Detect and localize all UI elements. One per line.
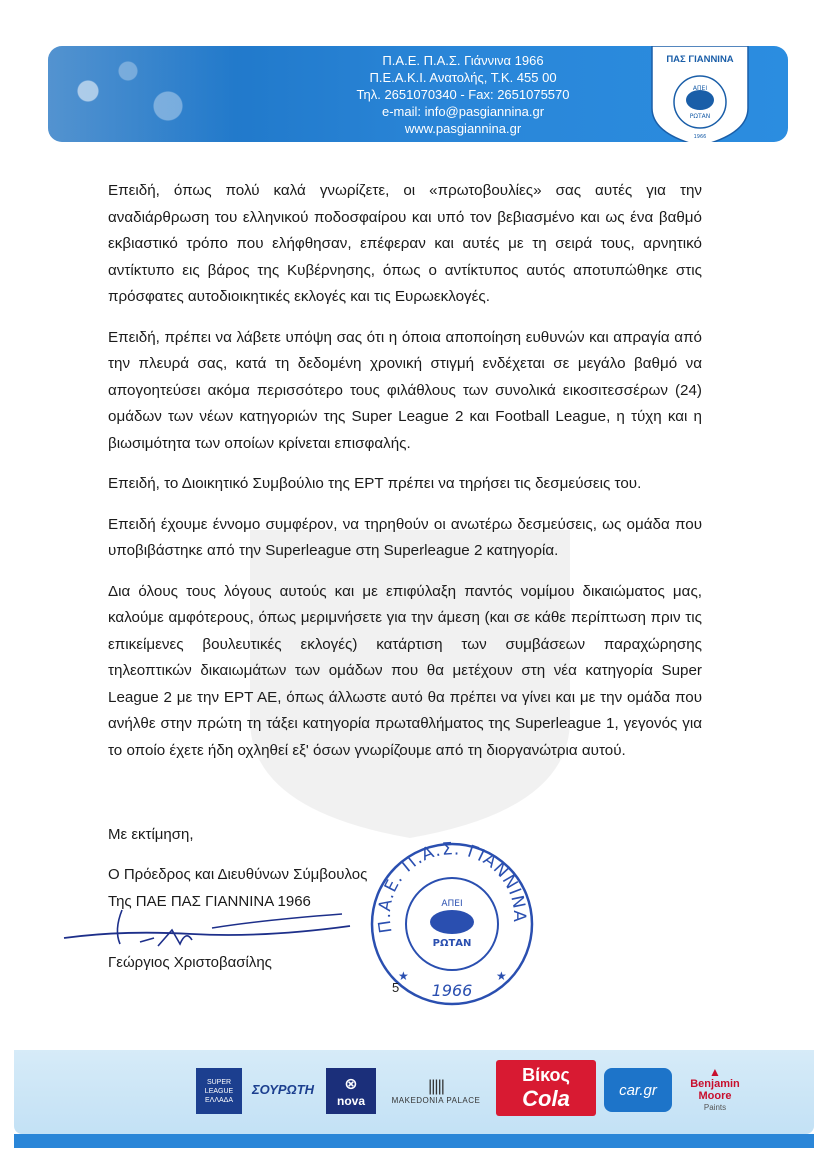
letter-body (108, 178, 702, 778)
paragraph: Επειδή, πρέπει να λάβετε υπόψη σας ότι η όποια αποποίηση ευθυνών και απραγία από την πλευρά σας, κατά τη δεδομένη χρονική στιγμή ενδέχεται σε μεγάλο βαθμό να απογοητεύσει ακόμα περισσότερο τους φιλάθλους των συνολικά εικοσιτεσσέρων (24) ομάδων των νέων κατηγοριών της Super League 2 και Football League, η τύχη και η βιωσιμότητα των οποίων κρίνεται επισφαλής. (108, 328, 702, 452)
nova-logo (326, 1068, 376, 1114)
letterhead-line: www.pasgiannina.gr (404, 121, 522, 136)
club-crest-badge (648, 46, 752, 142)
svg-text:★: ★ (398, 969, 409, 983)
bm-line: Benjamin (690, 1078, 740, 1090)
benjamin-moore-logo (680, 1064, 750, 1116)
makedonia-emblem-icon: ||||| (428, 1077, 444, 1095)
bm-line: Moore (698, 1090, 732, 1102)
bm-line: Paints (703, 1103, 727, 1112)
stamp-inner-top: ΑΠΕΙ (441, 899, 463, 909)
footer-bar (14, 1134, 814, 1148)
paragraph: Δια όλους τους λόγους αυτούς και με επιφύλαξη παντός νομίμου δικαιώματος μας, καλούμε αμφότερους, όπως μεριμνήσετε για την άμεση (και σε κάθε περίπτωση πριν τις επικείμενες βουλευτικές εκλογές) κατάρτιση των συμβάσεων παραχώρησης τηλεοπτικών δικαιωμάτων των ομάδων που θα μετέχουν στη νέα κατηγορία Super League 2 με την ΕΡΤ ΑΕ, όπως άλλωστε αυτό θα πρέπει να γίνει και με την ομάδα που ανήλθε στην πρώτη τη τάξει κατηγορία πρωταθλήματος της Superleague 1, γεγονός για το οποίο έχετε ήδη οχληθεί εξ' όσων γνωρίζουμε από τη διοργανώτρια αυτού. (108, 582, 702, 759)
letterhead-line: Τηλ. 2651070340 - Fax: 2651075570 (356, 87, 570, 102)
signatory-name: Γεώργιος Χριστοβασίλης (108, 954, 272, 971)
car-gr-logo: car.gr (604, 1068, 672, 1112)
paragraph: Επειδή, όπως πολύ καλά γνωρίζετε, οι «πρωτοβουλίες» σας αυτές για την αναδιάρθρωση του ελληνικού ποδοσφαίρου και υπό τον βεβιασμένο και ως ένα βαθμό εκβιαστικό τρόπο που ελήφθησαν, επέφεραν και αυτές με τη σειρά τους, αρνητικό αντίκτυπο εις βάρος της Κυβέρνησης, όπως ο αντίκτυπος αυτός αποτυπώθηκε στις πρόσφατες αυτοδιοικητικές εκλογές και τις Ευρωεκλογές. (108, 182, 702, 305)
vikos-text: Βίκος (522, 1064, 570, 1085)
paragraph: Επειδή έχουμε έννομο συμφέρον, να τηρηθούν οι ανωτέρω δεσμεύσεις, ως ομάδα που υποβιβάστηκε από την Superleague στη Superleague 2 κατηγορία. (108, 515, 702, 559)
makedonia-palace-logo (384, 1070, 488, 1112)
vikos-cola-logo (496, 1060, 596, 1116)
signatory-role: Ο Πρόεδρος και Διευθύνων Σύμβουλος (108, 866, 368, 883)
superleague-line: ΕΛΛΑΔΑ (204, 1096, 234, 1104)
superleague-logo (196, 1068, 242, 1114)
bm-triangle-icon: ▲ (709, 1065, 721, 1079)
crest-word: ΡΩΤΑΝ (689, 113, 711, 120)
stamp-inner-word: ΡΩΤΑΝ (432, 938, 472, 949)
letterhead-line: Π.Ε.Α.Κ.Ι. Ανατολής, Τ.Κ. 455 00 (369, 70, 557, 85)
crest-inner-text: ΑΠΕΙ (692, 85, 708, 92)
cola-text: Cola (522, 1085, 570, 1111)
stamp-ring-text: Π.Α.Ε. Π.Α.Σ. ΓΙΑΝΝΙΝΑ (374, 840, 530, 935)
paragraph: Επειδή, το Διοικητικό Συμβούλιο της ΕΡΤ πρέπει να τηρήσει τις δεσμεύσεις του. (108, 475, 642, 492)
handwritten-signature-icon (62, 900, 352, 950)
letterhead-address (298, 52, 628, 137)
svg-text:★: ★ (496, 969, 507, 983)
letterhead-line: e-mail: info@pasgiannina.gr (381, 104, 545, 119)
page-number: 5 (392, 980, 400, 995)
regards-text: Με εκτίμηση, (108, 826, 194, 843)
crest-year: 1966 (693, 134, 707, 140)
makedonia-text: MAKEDONIA PALACE (391, 1095, 481, 1105)
souroti-logo: ΣΟΥΡΩΤΗ (251, 1081, 315, 1097)
superleague-line: LEAGUE (204, 1087, 234, 1095)
nova-emblem-icon: ⊗ (344, 1076, 358, 1093)
superleague-line: SUPER (206, 1078, 232, 1086)
letterhead-line: Π.Α.Ε. Π.Α.Σ. Γιάννινα 1966 (382, 53, 544, 68)
stamp-year: 1966 (431, 981, 473, 1000)
crest-title: ΠΑΣ ΓΙΑΝΝΙΝΑ (666, 54, 734, 65)
nova-text: nova (336, 1094, 365, 1108)
signatory-organization: Της ΠΑΕ ΠΑΣ ΓΙΑΝΝΙΝΑ 1966 (108, 893, 311, 910)
banner-decoration (48, 46, 238, 142)
letterhead-banner (48, 46, 788, 142)
